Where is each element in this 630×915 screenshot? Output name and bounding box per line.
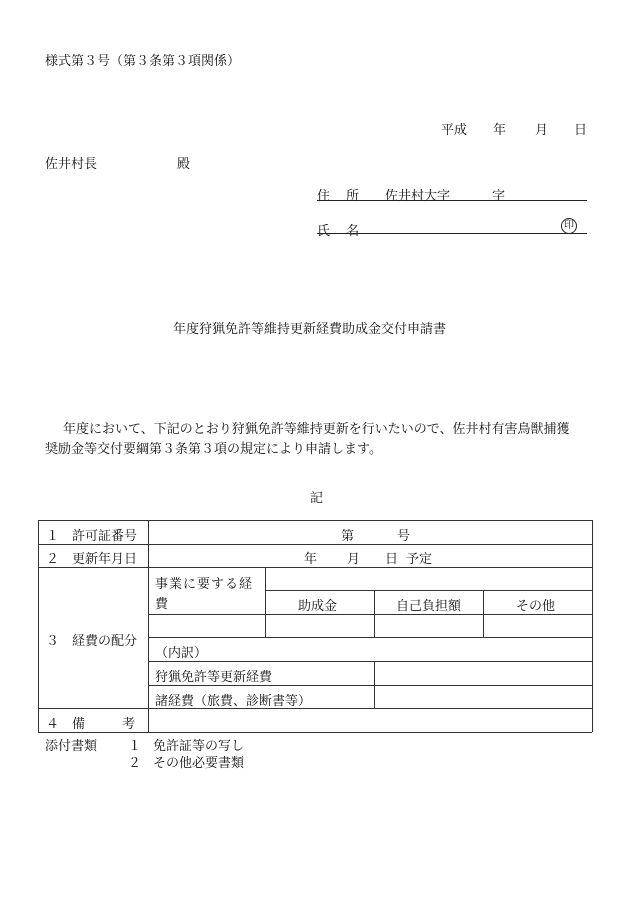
table-line: [148, 661, 592, 662]
permit-number-dai: 第: [341, 529, 355, 544]
table-line: [38, 567, 592, 568]
address-suffix: 字: [492, 189, 506, 204]
table-line: [265, 567, 266, 637]
table-line: [38, 520, 39, 732]
document-title: 年度狩猟免許等維持更新経費助成金交付申請書: [173, 322, 447, 337]
renewal-note: 予定: [406, 552, 433, 567]
attachment-text-1: 免許証等の写し: [153, 739, 245, 754]
addressee-honorific: 殿: [177, 157, 191, 172]
attachments-label: 添付書類: [45, 739, 98, 754]
address-label: 住 所: [317, 189, 366, 204]
breakdown-item-2: 諸経費（旅費、診断書等）: [155, 694, 312, 709]
table-line: [148, 520, 149, 732]
expense-required-line1: 事業に要する経: [155, 577, 254, 592]
table-line: [38, 708, 592, 709]
row3-label: ３ 経費の配分: [46, 634, 138, 649]
table-line: [592, 520, 593, 732]
form-number: 様式第３号（第３条第３項関係）: [45, 54, 241, 69]
table-line: [38, 732, 592, 733]
table-line: [483, 590, 484, 637]
breakdown-item-1: 狩猟免許等更新経費: [155, 670, 273, 685]
breakdown-label: （内訳）: [155, 646, 208, 661]
body-line-1: 年度において、下記のとおり狩猟免許等維持更新を行いたいので、佐井村有害鳥獣捕獲: [63, 422, 570, 437]
table-line: [374, 590, 375, 637]
ki-heading: 記: [310, 491, 324, 506]
renewal-day: 日: [385, 552, 399, 567]
name-label: 氏 名: [317, 224, 366, 239]
address-value: 佐井村大字: [385, 189, 451, 204]
row4-label-a: ４ 備: [46, 717, 86, 732]
row2-label: ２ 更新年月日: [46, 552, 138, 567]
name-underline: [317, 233, 587, 234]
table-line: [148, 637, 592, 638]
date-year: 年: [493, 123, 507, 138]
renewal-year: 年: [304, 552, 318, 567]
expense-required-line2: 費: [155, 597, 169, 612]
col-self-burden: 自己負担額: [396, 599, 462, 614]
address-underline: [317, 200, 587, 201]
date-month: 月: [535, 123, 549, 138]
seal-mark: 印: [561, 218, 577, 234]
attachment-text-2: その他必要書類: [153, 756, 245, 771]
table-line: [148, 614, 592, 615]
row4-label-b: 考: [122, 717, 136, 732]
col-other: その他: [516, 599, 556, 614]
table-line: [148, 685, 592, 686]
col-subsidy: 助成金: [298, 599, 338, 614]
attachment-num-1: １: [128, 739, 142, 754]
table-line: [38, 544, 592, 545]
date-era: 平成: [441, 123, 468, 138]
row1-label: １ 許可証番号: [46, 529, 138, 544]
table-line: [265, 590, 592, 591]
renewal-month: 月: [347, 552, 361, 567]
addressee-name: 佐井村長: [45, 157, 98, 172]
body-line-2: 奨励金等交付要綱第３条第３項の規定により申請します。: [45, 442, 382, 457]
attachment-num-2: ２: [128, 756, 142, 771]
table-line: [38, 520, 592, 521]
permit-number-go: 号: [397, 529, 411, 544]
table-line: [374, 661, 375, 708]
date-day: 日: [574, 123, 588, 138]
